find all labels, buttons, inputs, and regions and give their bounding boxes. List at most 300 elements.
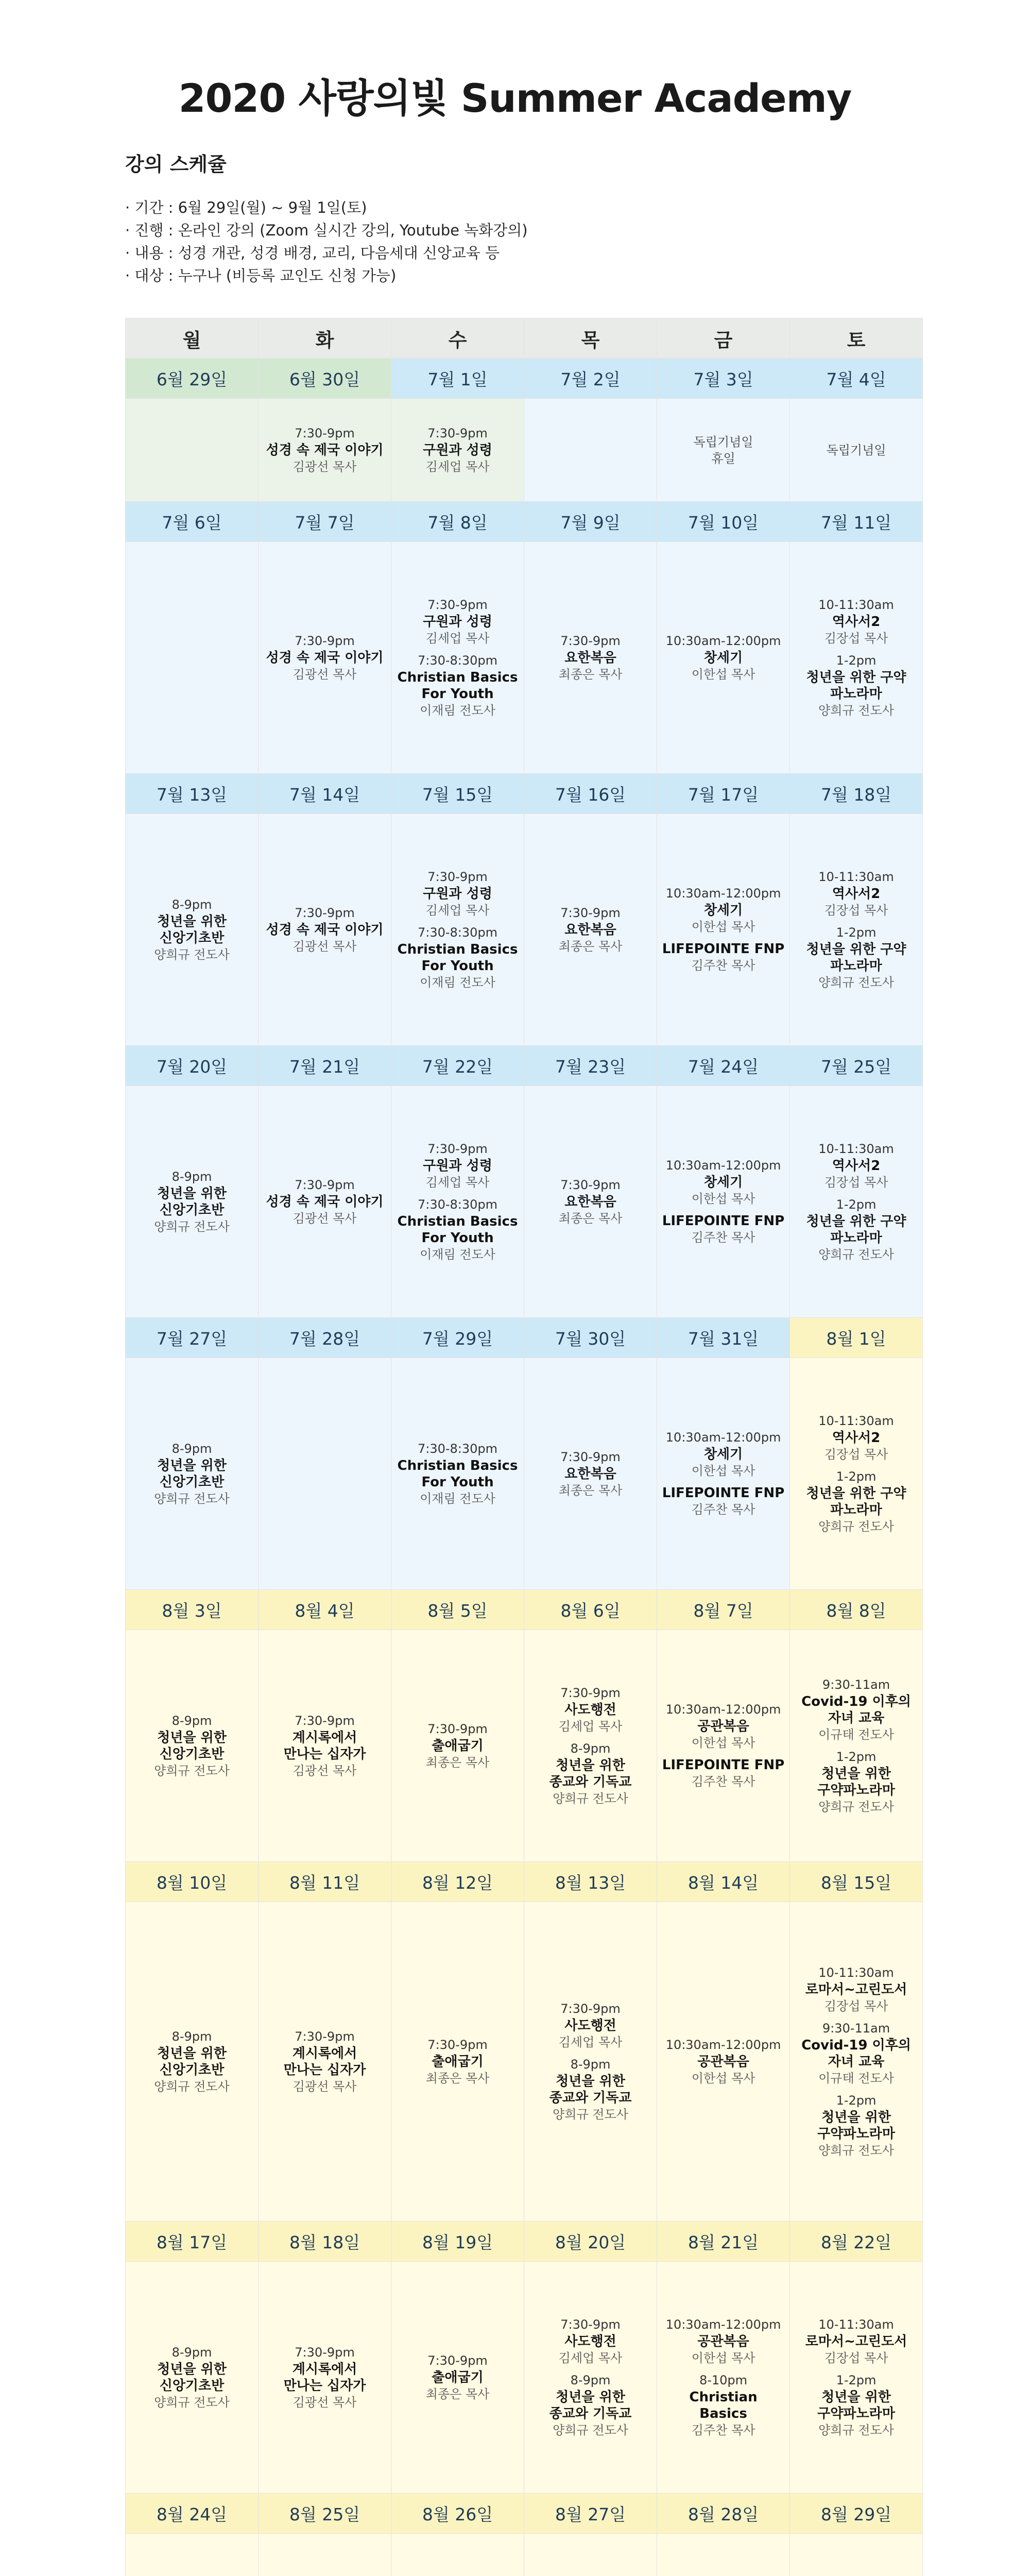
classes-row xyxy=(126,2262,923,2494)
class-teacher: 최종은 목사 xyxy=(558,939,623,954)
class-time: 7:30-9pm xyxy=(295,1177,355,1192)
class-entry xyxy=(660,1701,786,1752)
day-cell-tue xyxy=(259,542,391,774)
class-entry xyxy=(394,597,521,647)
day-cell-mon xyxy=(126,1086,259,1318)
class-teacher: 김광선 목사 xyxy=(293,459,357,474)
date-cell-mon: 7월 20일 xyxy=(126,1046,259,1086)
class-entry xyxy=(527,633,654,683)
class-time: 7:30-8:30pm xyxy=(417,653,498,668)
day-cell-sat xyxy=(790,2262,923,2494)
class-teacher: 김광선 목사 xyxy=(293,1211,357,1226)
date-cell-sat: 7월 11일 xyxy=(790,502,923,542)
date-cell-wed: 8월 12일 xyxy=(391,1862,524,1902)
weekday-header-row xyxy=(126,318,923,359)
date-cell-thu: 8월 6일 xyxy=(524,1590,657,1630)
class-time: 7:30-9pm xyxy=(295,2345,355,2360)
day-cell-fri xyxy=(657,1358,790,1590)
class-time: 1-2pm xyxy=(836,2372,877,2387)
class-time: 1-2pm xyxy=(836,653,877,668)
day-cell-tue xyxy=(259,814,391,1046)
class-teacher: 김장섭 목사 xyxy=(824,1998,888,2013)
date-cell-tue: 6월 30일 xyxy=(259,359,391,399)
class-title: 로마서~고린도서 xyxy=(805,1981,907,1997)
class-time: 7:30-9pm xyxy=(560,905,621,920)
class-teacher: 이재림 전도사 xyxy=(420,975,495,990)
class-time: 7:30-9pm xyxy=(560,2317,621,2332)
class-teacher: 최종은 목사 xyxy=(425,2386,490,2401)
day-cell-mon xyxy=(126,2534,259,2576)
class-teacher: 양희규 전도사 xyxy=(154,1763,230,1778)
class-title: 청년을 위한 구약파노라마 xyxy=(817,1766,895,1798)
class-entry xyxy=(660,1485,786,1518)
date-row xyxy=(126,359,923,399)
class-title: 청년을 위한 구약파노라마 xyxy=(817,2389,895,2421)
class-entry xyxy=(394,2037,521,2087)
day-cell-wed xyxy=(391,1358,524,1590)
day-cell-tue xyxy=(259,1086,391,1318)
class-time: 10-11:30am xyxy=(818,2317,894,2332)
class-time: 8-9pm xyxy=(171,1441,212,1456)
class-time: 1-2pm xyxy=(836,1197,877,1212)
day-cell-fri xyxy=(657,399,790,502)
class-entry xyxy=(793,1676,919,1743)
date-cell-fri: 8월 14일 xyxy=(657,1862,790,1902)
page-title: 2020 사랑의빛 Summer Academy xyxy=(178,75,852,121)
class-entry xyxy=(793,1964,919,2015)
day-cell-fri xyxy=(657,542,790,774)
class-entry xyxy=(262,633,388,683)
class-time: 8-9pm xyxy=(171,2029,212,2044)
class-time: 8-9pm xyxy=(171,897,212,912)
class-title: 출애굽기 xyxy=(432,1738,484,1754)
classes-row xyxy=(126,1630,923,1862)
day-cell-thu xyxy=(524,1358,657,1590)
class-teacher: 김장섭 목사 xyxy=(824,1447,888,1462)
class-time: 10:30am-12:00pm xyxy=(665,886,781,901)
class-title: LIFEPOINTE FNP xyxy=(662,941,785,957)
day-cell-mon xyxy=(126,2262,259,2494)
date-cell-tue: 8월 4일 xyxy=(259,1590,391,1630)
date-cell-wed: 7월 29일 xyxy=(391,1318,524,1358)
day-cell-fri xyxy=(657,1902,790,2222)
day-cell-thu xyxy=(524,2534,657,2576)
class-teacher: 이한섭 목사 xyxy=(691,1192,756,1206)
classes-row xyxy=(126,399,923,502)
date-cell-mon: 7월 27일 xyxy=(126,1318,259,1358)
date-row xyxy=(126,1046,923,1086)
class-title: 사도행전 xyxy=(564,2333,616,2349)
date-row xyxy=(126,2222,923,2262)
day-cell-wed xyxy=(391,1902,524,2222)
class-entry xyxy=(793,1141,919,1191)
date-cell-mon: 7월 13일 xyxy=(126,774,259,814)
class-title: 계시록에서 만나는 십자가 xyxy=(283,1730,366,1762)
class-time: 9:30-11am xyxy=(822,1677,890,1692)
date-cell-thu: 7월 16일 xyxy=(524,774,657,814)
class-teacher: 양희규 전도사 xyxy=(553,2422,628,2437)
class-title: 청년을 위한 신앙기초반 xyxy=(157,1730,227,1762)
date-cell-mon: 7월 6일 xyxy=(126,502,259,542)
class-time: 10-11:30am xyxy=(818,597,894,612)
class-entry xyxy=(394,1440,521,1507)
class-teacher: 김주찬 목사 xyxy=(691,1774,756,1789)
class-time: 1-2pm xyxy=(836,1749,877,1764)
class-teacher: 이규태 전도사 xyxy=(818,2071,894,2086)
class-entry xyxy=(660,885,786,936)
date-cell-fri: 8월 21일 xyxy=(657,2222,790,2262)
class-title: 구원과 성령 xyxy=(423,614,492,630)
class-title: 역사서2 xyxy=(832,886,881,902)
class-time: 7:30-9pm xyxy=(427,426,488,440)
date-cell-sat: 8월 22일 xyxy=(790,2222,923,2262)
class-title: 구원과 성령 xyxy=(423,1158,492,1174)
class-entry xyxy=(527,1685,654,1735)
class-teacher: 이재림 전도사 xyxy=(420,703,495,718)
class-teacher: 최종은 목사 xyxy=(558,1483,623,1498)
class-entry xyxy=(527,2316,654,2367)
class-teacher: 이재림 전도사 xyxy=(420,1491,495,1506)
date-cell-tue: 7월 28일 xyxy=(259,1318,391,1358)
class-entry xyxy=(793,869,919,919)
date-cell-wed: 8월 26일 xyxy=(391,2494,524,2534)
class-teacher: 이재림 전도사 xyxy=(420,1247,495,1262)
class-title: Covid-19 이후의 자녀 교육 xyxy=(801,2037,911,2070)
class-time: 10:30am-12:00pm xyxy=(665,2317,781,2332)
class-teacher: 김광선 목사 xyxy=(293,1763,357,1778)
date-cell-wed: 7월 22일 xyxy=(391,1046,524,1086)
class-entry xyxy=(793,2372,919,2439)
class-entry xyxy=(660,1213,786,1246)
class-title: 창세기 xyxy=(703,903,743,918)
class-time: 7:30-9pm xyxy=(560,1449,621,1464)
class-time: 7:30-9pm xyxy=(427,597,488,612)
class-title: 창세기 xyxy=(703,650,743,666)
date-cell-fri: 7월 24일 xyxy=(657,1046,790,1086)
day-cell-wed xyxy=(391,1086,524,1318)
day-cell-tue xyxy=(259,2534,391,2576)
class-entry xyxy=(394,869,521,919)
date-cell-tue: 8월 25일 xyxy=(259,2494,391,2534)
date-cell-sat: 8월 1일 xyxy=(790,1318,923,1358)
class-entry xyxy=(793,1749,919,1816)
date-cell-thu: 7월 2일 xyxy=(524,359,657,399)
class-title: 사도행전 xyxy=(564,2018,616,2033)
class-title: 청년을 위한 신앙기초반 xyxy=(157,2361,227,2394)
day-cell-sat xyxy=(790,1358,923,1590)
class-time: 7:30-8:30pm xyxy=(417,1197,498,1212)
class-teacher: 최종은 목사 xyxy=(425,2071,490,2086)
class-time: 8-9pm xyxy=(570,2057,611,2072)
class-entry xyxy=(129,896,255,963)
date-row xyxy=(126,1590,923,1630)
class-entry xyxy=(262,2344,388,2411)
class-teacher: 김세업 목사 xyxy=(425,459,490,474)
day-cell-mon xyxy=(126,814,259,1046)
class-title: 성경 속 제국 이야기 xyxy=(266,1194,384,1210)
date-cell-wed: 8월 19일 xyxy=(391,2222,524,2262)
date-cell-wed: 7월 15일 xyxy=(391,774,524,814)
class-time: 10-11:30am xyxy=(818,1413,894,1428)
class-title: 청년을 위한 구약파노라마 xyxy=(817,2109,895,2142)
day-cell-tue xyxy=(259,2262,391,2494)
class-title: Christian Basics For Youth xyxy=(397,669,518,702)
class-entry xyxy=(793,1196,919,1263)
day-cell-thu xyxy=(524,399,657,502)
day-cell-tue xyxy=(259,399,391,502)
class-title: 역사서2 xyxy=(832,1430,881,1446)
class-entry xyxy=(527,2056,654,2123)
day-cell-fri xyxy=(657,1086,790,1318)
class-entry xyxy=(527,905,654,955)
day-cell-fri xyxy=(657,1630,790,1862)
class-time: 7:30-9pm xyxy=(295,2029,355,2044)
class-entry xyxy=(129,1168,255,1235)
class-entry xyxy=(129,2028,255,2095)
day-cell-thu xyxy=(524,814,657,1046)
class-entry xyxy=(527,1177,654,1227)
class-teacher: 양희규 전도사 xyxy=(818,1519,894,1534)
class-entry xyxy=(394,652,521,719)
class-time: 10:30am-12:00pm xyxy=(665,1158,781,1173)
class-title: 청년을 위한 구약 파노라마 xyxy=(806,1213,906,1246)
date-cell-sat: 8월 8일 xyxy=(790,1590,923,1630)
class-teacher: 김장섭 목사 xyxy=(824,631,888,646)
day-cell-mon xyxy=(126,1358,259,1590)
class-title: 청년을 위한 종교와 기독교 xyxy=(549,2073,632,2106)
date-cell-thu: 8월 20일 xyxy=(524,2222,657,2262)
date-cell-fri: 8월 7일 xyxy=(657,1590,790,1630)
day-cell-sat xyxy=(790,1086,923,1318)
date-cell-thu: 7월 9일 xyxy=(524,502,657,542)
class-teacher: 양희규 전도사 xyxy=(154,947,230,962)
date-cell-mon: 8월 10일 xyxy=(126,1862,259,1902)
class-teacher: 양희규 전도사 xyxy=(818,1799,894,1814)
weekday-sat: 토 xyxy=(790,318,923,359)
class-title: 요한복음 xyxy=(564,922,616,938)
class-title: 요한복음 xyxy=(564,1466,616,1482)
class-entry xyxy=(793,2020,919,2087)
day-cell-sat xyxy=(790,399,923,502)
class-teacher: 양희규 전도사 xyxy=(818,2422,894,2437)
class-title: 성경 속 제국 이야기 xyxy=(266,442,384,458)
date-cell-sat: 8월 29일 xyxy=(790,2494,923,2534)
day-cell-sat xyxy=(790,2534,923,2576)
weekday-mon: 월 xyxy=(126,318,259,359)
class-entry xyxy=(793,1468,919,1535)
class-entry xyxy=(394,2352,521,2403)
class-entry xyxy=(394,1141,521,1191)
class-title: 창세기 xyxy=(703,1175,743,1190)
class-title: Christian Basics For Youth xyxy=(397,1213,518,1246)
class-time: 7:30-9pm xyxy=(295,905,355,920)
class-teacher: 이한섭 목사 xyxy=(691,1736,756,1750)
class-teacher: 김주찬 목사 xyxy=(691,1502,756,1517)
class-teacher: 김세업 목사 xyxy=(558,2035,623,2049)
date-cell-thu: 8월 27일 xyxy=(524,2494,657,2534)
class-teacher: 김장섭 목사 xyxy=(824,903,888,918)
class-time: 8-9pm xyxy=(570,2372,611,2387)
class-title: 성경 속 제국 이야기 xyxy=(266,922,384,938)
class-title: Christian Basics xyxy=(689,2389,758,2421)
class-teacher: 이한섭 목사 xyxy=(691,920,756,934)
day-cell-mon xyxy=(126,399,259,502)
class-entry xyxy=(527,2372,654,2439)
class-time: 7:30-9pm xyxy=(560,1685,621,1700)
info-section xyxy=(125,148,908,287)
date-cell-thu: 8월 13일 xyxy=(524,1862,657,1902)
day-cell-thu xyxy=(524,1902,657,2222)
date-row xyxy=(126,1862,923,1902)
class-teacher: 김광선 목사 xyxy=(293,2079,357,2094)
class-teacher: 김광선 목사 xyxy=(293,2395,357,2410)
schedule-table xyxy=(125,318,923,2576)
class-teacher: 양희규 전도사 xyxy=(553,1791,628,1806)
class-teacher: 김세업 목사 xyxy=(425,1175,490,1190)
class-time: 10:30am-12:00pm xyxy=(665,633,781,648)
class-title: 청년을 위한 신앙기초반 xyxy=(157,913,227,946)
class-teacher: 김주찬 목사 xyxy=(691,958,756,973)
class-time: 8-10pm xyxy=(699,2372,748,2387)
class-teacher: 양희규 전도사 xyxy=(553,2107,628,2122)
class-time: 7:30-9pm xyxy=(427,869,488,884)
class-teacher: 양희규 전도사 xyxy=(818,975,894,990)
class-title: 구원과 성령 xyxy=(423,442,492,458)
class-entry xyxy=(793,2316,919,2367)
day-cell-sat xyxy=(790,1902,923,2222)
class-entry xyxy=(394,924,521,991)
date-cell-tue: 7월 7일 xyxy=(259,502,391,542)
class-title: LIFEPOINTE FNP xyxy=(662,1485,785,1501)
date-cell-thu: 7월 30일 xyxy=(524,1318,657,1358)
class-time: 7:30-9pm xyxy=(560,633,621,648)
class-time: 1-2pm xyxy=(836,2093,877,2108)
info-audience: · 대상 : 누구나 (비등록 교인도 신청 가능) xyxy=(125,267,397,284)
class-entry xyxy=(660,1157,786,1208)
day-cell-wed xyxy=(391,2534,524,2576)
class-teacher: 이한섭 목사 xyxy=(691,1464,756,1478)
class-title: LIFEPOINTE FNP xyxy=(662,1757,785,1773)
class-title: 공관복음 xyxy=(697,2054,749,2070)
class-time: 1-2pm xyxy=(836,1469,877,1484)
classes-row xyxy=(126,2534,923,2576)
date-row xyxy=(126,502,923,542)
class-teacher: 김세업 목사 xyxy=(425,903,490,918)
class-entry xyxy=(262,425,388,476)
class-title: 공관복음 xyxy=(697,2333,749,2349)
date-cell-sat: 7월 25일 xyxy=(790,1046,923,1086)
class-teacher: 최종은 목사 xyxy=(558,667,623,682)
class-title: 요한복음 xyxy=(564,1194,616,1210)
class-title: 청년을 위한 신앙기초반 xyxy=(157,2045,227,2078)
class-entry xyxy=(129,2344,255,2411)
class-title: 성경 속 제국 이야기 xyxy=(266,650,384,666)
day-cell-thu xyxy=(524,542,657,774)
day-cell-mon xyxy=(126,1902,259,2222)
class-time: 8-9pm xyxy=(171,1169,212,1184)
classes-row xyxy=(126,814,923,1046)
date-row xyxy=(126,1318,923,1358)
class-title: 역사서2 xyxy=(832,1158,881,1174)
class-entry xyxy=(793,597,919,647)
class-title: 청년을 위한 종교와 기독교 xyxy=(549,1757,632,1790)
holiday-note: 독립기념일 휴일 xyxy=(693,434,753,466)
day-cell-mon xyxy=(126,542,259,774)
day-cell-sat xyxy=(790,542,923,774)
class-entry xyxy=(660,2316,786,2367)
class-time: 7:30-9pm xyxy=(295,1713,355,1728)
date-cell-tue: 7월 14일 xyxy=(259,774,391,814)
info-heading: 강의 스케쥴 xyxy=(125,153,227,176)
class-teacher: 김광선 목사 xyxy=(293,939,357,954)
class-time: 7:30-9pm xyxy=(295,426,355,440)
class-title: 출애굽기 xyxy=(432,2054,484,2070)
class-time: 8-9pm xyxy=(171,2345,212,2360)
day-cell-wed xyxy=(391,1630,524,1862)
class-teacher: 양희규 전도사 xyxy=(154,1491,230,1506)
class-entry xyxy=(394,425,521,476)
class-title: 공관복음 xyxy=(697,1719,749,1734)
class-entry xyxy=(793,2092,919,2159)
class-entry xyxy=(527,2001,654,2051)
class-title: 요한복음 xyxy=(564,650,616,666)
class-teacher: 양희규 전도사 xyxy=(818,703,894,718)
weekday-fri: 금 xyxy=(657,318,790,359)
class-teacher: 최종은 목사 xyxy=(425,1755,490,1770)
date-cell-mon: 8월 24일 xyxy=(126,2494,259,2534)
class-time: 10:30am-12:00pm xyxy=(665,1702,781,1717)
class-title: 청년을 위한 신앙기초반 xyxy=(157,1458,227,1490)
class-time: 7:30-9pm xyxy=(427,1141,488,1156)
day-cell-tue xyxy=(259,1902,391,2222)
classes-row xyxy=(126,542,923,774)
date-cell-sat: 8월 15일 xyxy=(790,1862,923,1902)
day-cell-wed xyxy=(391,542,524,774)
class-time: 7:30-8:30pm xyxy=(417,1441,498,1456)
day-cell-sat xyxy=(790,1630,923,1862)
day-cell-wed xyxy=(391,2262,524,2494)
class-title: 출애굽기 xyxy=(432,2369,484,2385)
class-teacher: 양희규 전도사 xyxy=(154,1219,230,1234)
date-cell-fri: 8월 28일 xyxy=(657,2494,790,2534)
info-format: · 진행 : 온라인 강의 (Zoom 실시간 강의, Youtube 녹화강의) xyxy=(125,222,528,239)
classes-row xyxy=(126,1086,923,1318)
day-cell-tue xyxy=(259,1630,391,1862)
class-teacher: 이규태 전도사 xyxy=(818,1727,894,1742)
day-cell-wed xyxy=(391,399,524,502)
class-time: 7:30-9pm xyxy=(560,2001,621,2016)
class-entry xyxy=(262,2028,388,2095)
class-teacher: 양희규 전도사 xyxy=(154,2395,230,2410)
class-title: LIFEPOINTE FNP xyxy=(662,1213,785,1229)
class-teacher: 양희규 전도사 xyxy=(818,1247,894,1262)
class-title: Christian Basics For Youth xyxy=(397,941,518,974)
class-time: 7:30-9pm xyxy=(560,1177,621,1192)
class-time: 8-9pm xyxy=(171,1713,212,1728)
class-title: Covid-19 이후의 자녀 교육 xyxy=(801,1693,911,1726)
class-title: Christian Basics For Youth xyxy=(397,1458,518,1490)
date-cell-fri: 7월 17일 xyxy=(657,774,790,814)
class-entry xyxy=(660,1757,786,1790)
class-entry xyxy=(793,1413,919,1463)
class-entry xyxy=(262,1177,388,1227)
class-teacher: 이한섭 목사 xyxy=(691,667,756,682)
date-cell-sat: 7월 4일 xyxy=(790,359,923,399)
class-time: 10-11:30am xyxy=(818,1141,894,1156)
class-entry xyxy=(262,1713,388,1780)
class-teacher: 이한섭 목사 xyxy=(691,2071,756,2086)
day-cell-fri xyxy=(657,814,790,1046)
